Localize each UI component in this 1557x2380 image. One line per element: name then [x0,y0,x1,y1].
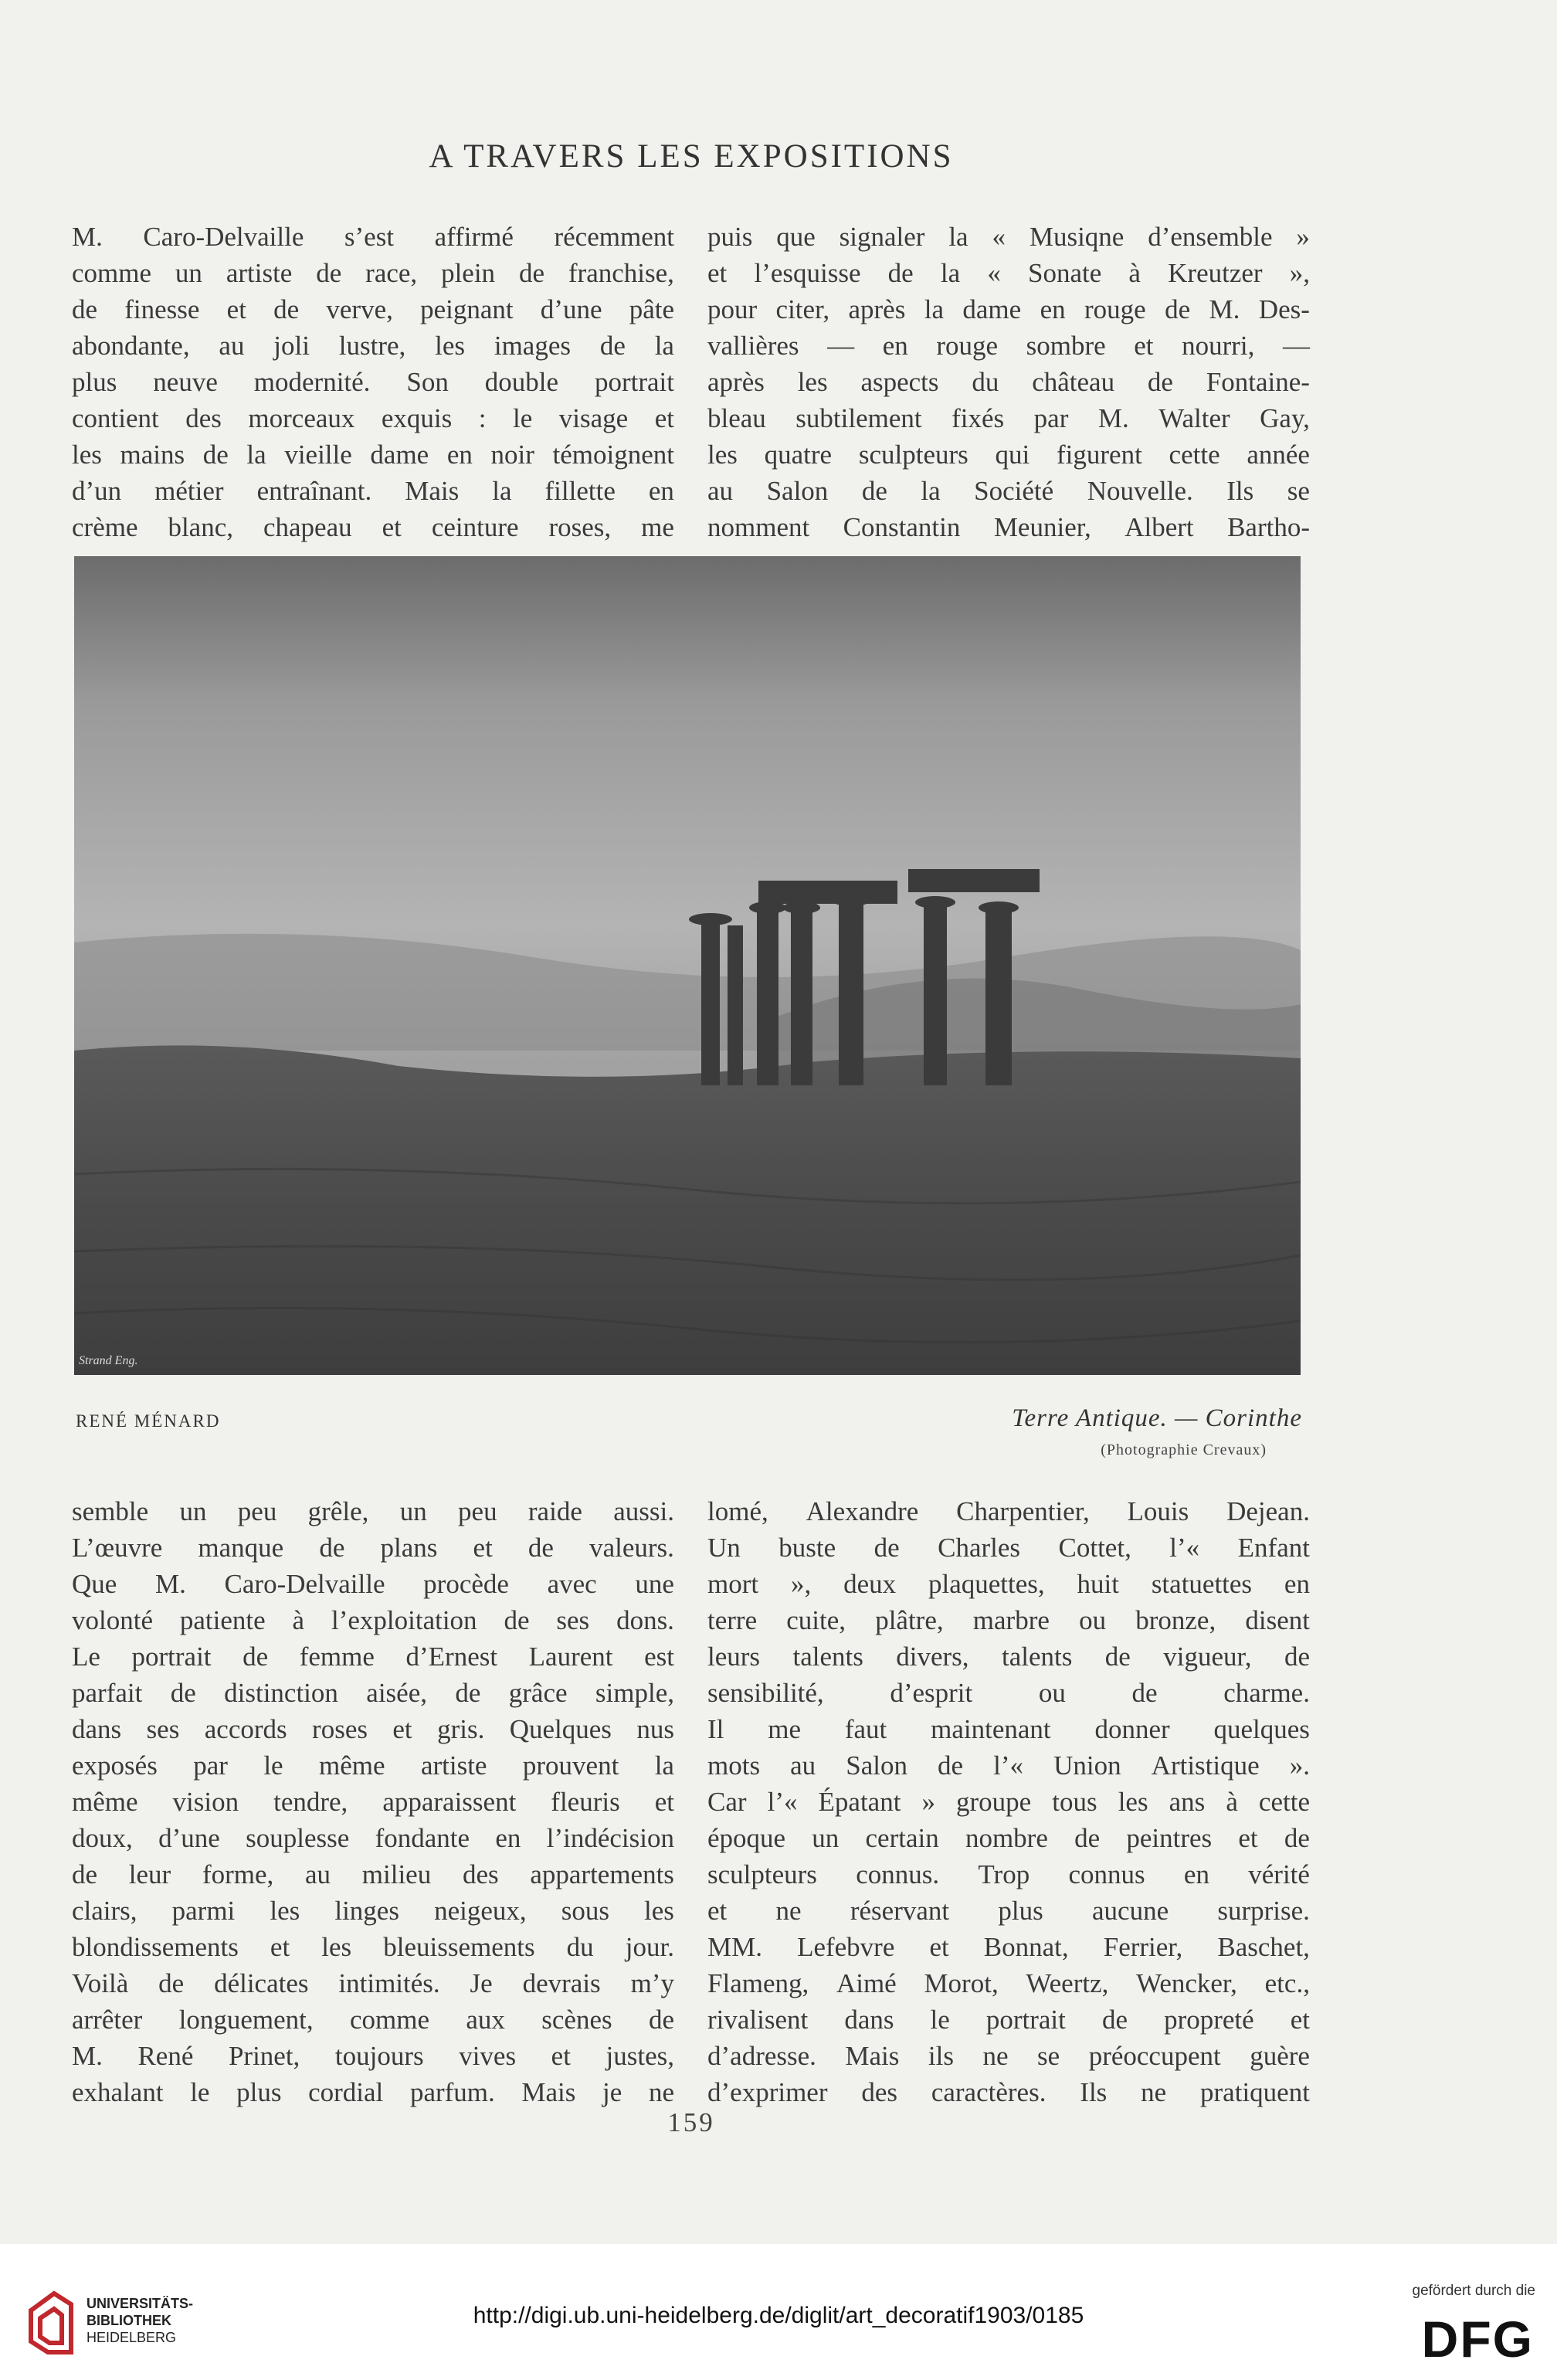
text-column-bottom-right [707,1493,1310,2110]
text-line: Voilà de délicates intimités. Je devrais m’y [72,1968,674,1998]
text-line: rivalisent dans le portrait de propreté et [707,2005,1310,2035]
funding-label: gefördert durch die [1412,2283,1535,2299]
text-line: parfait de distinction aisée, de grâce simple, [72,1678,674,1708]
text-line: époque un certain nombre de peintres et de [707,1823,1310,1853]
text-line: clairs, parmi les linges neigeux, sous les [72,1896,674,1926]
text-line: puis que signaler la « Musiqne d’ensemble » [707,222,1310,252]
text-line: comme un artiste de race, plein de franchise, [72,258,674,288]
text-line: d’exprimer des caractères. Ils ne pratiquent [707,2077,1310,2107]
text-line: lomé, Alexandre Charpentier, Louis Dejean. [707,1496,1310,1526]
text-line: Il me faut maintenant donner quelques [707,1714,1310,1744]
text-line: volonté patiente à l’exploitation de ses dons. [72,1605,674,1635]
library-name-line-2: BIBLIOTHEK [86,2313,171,2328]
library-name-line-3: HEIDELBERG [86,2330,177,2345]
text-line: sculpteurs connus. Trop connus en vérité [707,1859,1310,1889]
text-line: exhalant le plus cordial parfum. Mais je ne [72,2077,674,2107]
text-line: même vision tendre, apparaissent fleuris et [72,1787,674,1817]
text-line: M. René Prinet, toujours vives et justes, [72,2041,674,2071]
engraver-mark: Strand Eng. [79,1354,138,1367]
text-line: au Salon de la Société Nouvelle. Ils se [707,476,1310,506]
text-line: Que M. Caro-Delvaille procède avec une [72,1569,674,1599]
figure-caption-credit: (Photographie Crevaux) [1101,1441,1267,1458]
figure-caption-title: Terre Antique. — Corinthe [1012,1404,1302,1432]
text-line: d’adresse. Mais ils ne se préoccupent guère [707,2041,1310,2071]
text-line: terre cuite, plâtre, marbre ou bronze, disent [707,1605,1310,1635]
text-line: exposés par le même artiste prouvent la [72,1750,674,1781]
text-line: et ne réservant plus aucune surprise. [707,1896,1310,1926]
text-line: leurs talents divers, talents de vigueur, de [707,1642,1310,1672]
text-line: M. Caro-Delvaille s’est affirmé récemment [72,222,674,252]
text-line: et l’esquisse de la « Sonate à Kreutzer », [707,258,1310,288]
text-line: Le portrait de femme d’Ernest Laurent est [72,1642,674,1672]
text-line: de finesse et de verve, peignant d’une pâte [72,294,674,324]
text-line: après les aspects du château de Fontaine- [707,367,1310,397]
text-line: doux, d’une souplesse fondante en l’indécision [72,1823,674,1853]
text-line: les quatre sculpteurs qui figurent cette année [707,440,1310,470]
text-line: d’un métier entraînant. Mais la fillette en [72,476,674,506]
painting-illustration [74,556,1301,1375]
text-line: de leur forme, au milieu des appartements [72,1859,674,1889]
text-line: Un buste de Charles Cottet, l’« Enfant [707,1533,1310,1563]
text-line: arrêter longuement, comme aux scènes de [72,2005,674,2035]
text-line: les mains de la vieille dame en noir témoignent [72,440,674,470]
text-line: pour citer, après la dame en rouge de M. Des- [707,294,1310,324]
text-line: mots au Salon de l’« Union Artistique ». [707,1750,1310,1781]
text-column-bottom-left [72,1493,674,2110]
text-line: vallières — en rouge sombre et nourri, — [707,331,1310,361]
page-title: A TRAVERS LES EXPOSITIONS [429,138,954,175]
text-line: contient des morceaux exquis : le visage et [72,403,674,433]
text-line: Flameng, Aimé Morot, Weertz, Wencker, etc., [707,1968,1310,1998]
digitization-footer [0,2244,1557,2380]
dfg-logo[interactable]: DFG [1421,2310,1534,2368]
text-line: blondissements et les bleuissements du jour. [72,1932,674,1962]
text-line: crème blanc, chapeau et ceinture roses, me [72,512,674,542]
text-column-top-right [707,219,1310,545]
library-name-line-1: UNIVERSITÄTS- [86,2296,194,2311]
text-line: dans ses accords roses et gris. Quelques nus [72,1714,674,1744]
text-line: bleau subtilement fixés par M. Walter Gay, [707,403,1310,433]
source-url-link[interactable]: http://digi.ub.uni-heidelberg.de/diglit/art_decoratif1903/0185 [473,2303,1084,2328]
text-line: semble un peu grêle, un peu raide aussi. [72,1496,674,1526]
text-line: Car l’« Épatant » groupe tous les ans à cette [707,1787,1310,1817]
text-line: sensibilité, d’esprit ou de charme. [707,1678,1310,1708]
text-line: L’œuvre manque de plans et de valeurs. [72,1533,674,1563]
page-number: 159 [667,2107,715,2137]
figure-caption-artist: RENÉ MÉNARD [76,1411,221,1431]
text-line: mort », deux plaquettes, huit statuettes en [707,1569,1310,1599]
text-line: abondante, au joli lustre, les images de la [72,331,674,361]
text-line: MM. Lefebvre et Bonnat, Ferrier, Baschet, [707,1932,1310,1962]
text-line: plus neuve modernité. Son double portrait [72,367,674,397]
text-line: nomment Constantin Meunier, Albert Bartho- [707,512,1310,542]
text-column-top-left [72,219,674,545]
